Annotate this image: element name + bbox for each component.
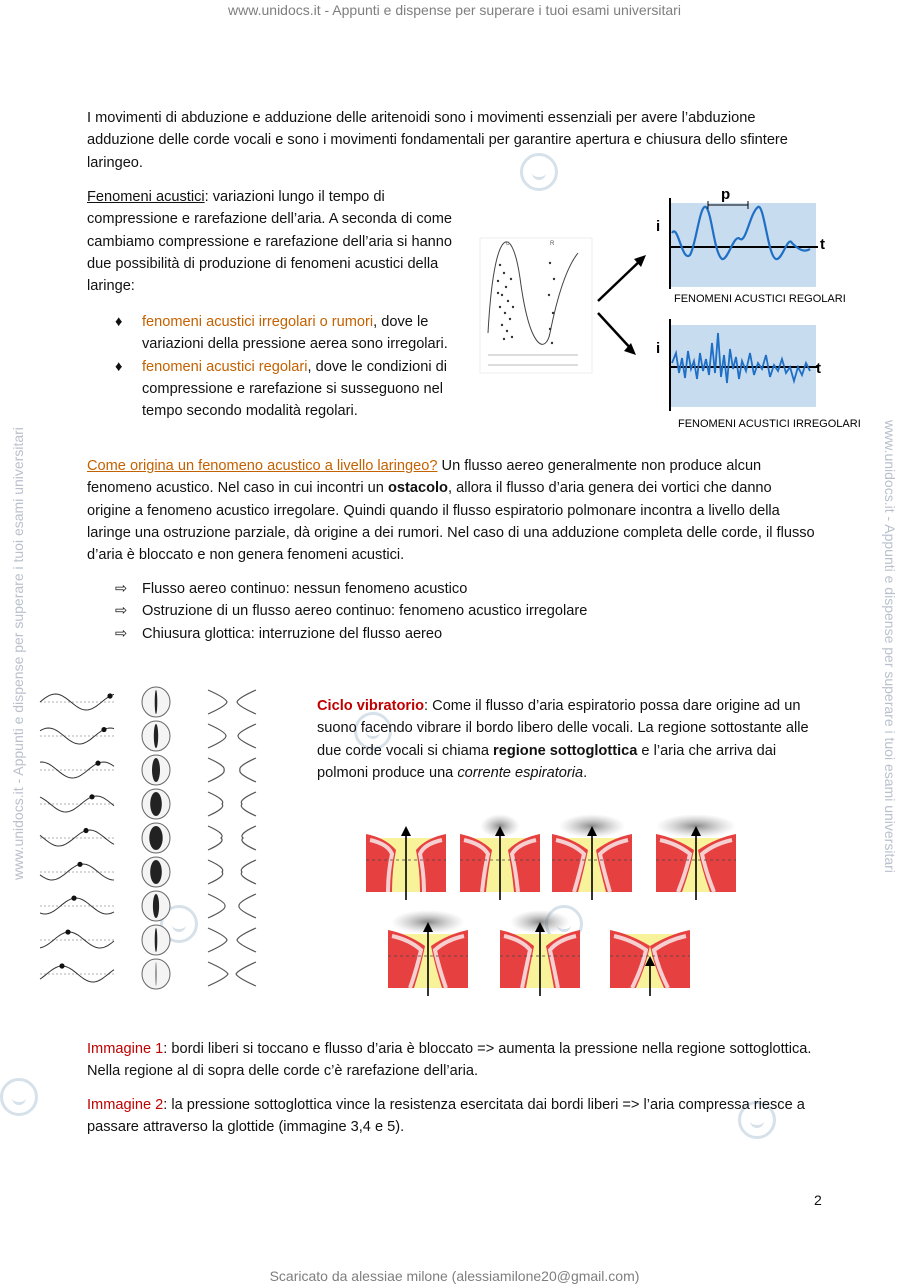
vocal-fold-diagram [460,814,540,900]
ciclo-text2: e l’aria che arriva dai polmoni produce una [317,742,777,781]
caption-regular: FENOMENI ACUSTICI REGOLARI [674,293,846,305]
list-item [115,623,742,645]
fold-profile-right [242,826,256,850]
origine-arrow-list [115,578,742,645]
glottis-opening [155,690,158,714]
arrow-item: Flusso aereo continuo: nessun fenomeno acustico [142,581,468,597]
immagine2-paragraph [87,1094,815,1139]
acoustic-figure [478,183,878,433]
list-item [115,356,460,423]
watermark-top: www.unidocs.it - Appunti e dispense per superare i tuoi esami universitari [228,2,681,18]
ciclo-italic: corrente espiratoria [457,764,584,781]
glottis-opening [155,928,158,952]
list-item [115,311,460,356]
wave-dot [101,727,106,732]
vibratory-cycle-figure [30,678,306,1010]
fold-profile-left [208,860,223,884]
origine-question: Come origina un fenomeno acustico a livello laringeo? [87,458,438,474]
watermark-left: www.unidocs.it - Appunti e dispense per superare i tuoi esami universitari [10,427,26,880]
vocal-fold-diagram [552,814,632,900]
arrow-bullet-icon: ⇨ [115,625,128,642]
fold-profile-right [241,792,256,816]
arrow-item: Ostruzione di un flusso aereo continuo: fenomeno acustico irregolare [142,603,588,620]
watermark-bottom: Scaricato da alessiae milone (alessiamilone20@gmail.com) [269,1268,640,1284]
wave-dot [65,929,70,934]
diamond-bullet-icon: ♦ [115,358,123,375]
wave-dot [83,828,88,833]
arrow-up-right [598,258,643,301]
watermark-right: www.unidocs.it - Appunti e dispense per superare i tuoi esami universitari [882,420,898,873]
origine-bold: ostacolo [387,480,448,497]
caption-irregular: FENOMENI ACUSTICI IRREGOLARI [678,418,861,430]
origine-paragraph [87,455,815,566]
fold-profile-right [236,962,256,986]
arrow-bullet-icon: ⇨ [115,581,128,597]
origine-text1: Un flusso aereo generalmente non produce alcun fenomeno acustico. Nel caso in cui incontri un [87,458,762,497]
axis-t-label: t [816,360,821,377]
arrow-bullet-icon: ⇨ [115,603,128,620]
wave-column [40,693,114,982]
fenomeni-paragraph [87,186,459,297]
wave-label-c: c [506,241,509,247]
item-text: , dove le variazioni della pressione aerea sono irregolari. [142,314,448,353]
wave-dot [71,896,76,901]
list-item [115,600,742,622]
axis-t-label: t [820,236,825,253]
fold-profile-right [238,724,256,748]
ciclo-text3: . [583,764,588,781]
immagine1-text: : bordi liberi si toccano e flusso d’aria è bloccato => aumenta la pressione nella regione sottoglottica. Nella regione al di sopra delle corde c’è rarefazione dell’aria. [87,1041,812,1080]
fold-profile-right [239,894,256,918]
page-number: 2 [814,1192,822,1208]
period-label: p [721,186,731,203]
item-text: , dove le condizioni di compressione e rarefazione si susseguono nel tempo secondo modalità regolari. [142,358,448,420]
arrow-down-right [598,313,633,351]
ciclo-text1: : Come il flusso d’aria espiratorio possa dare origine ad un suono facendo vibrare il bordo libero delle vocali. La regione sottostante alle due corde vocali si chiama [317,698,809,759]
vocal-fold-diagram [500,910,580,996]
fold-profile-left [208,792,223,816]
glottis-opening [156,962,157,986]
vocal-fold-diagram [388,910,468,996]
wave-dot [77,862,82,867]
immagine1-label: Immagine 1 [87,1041,164,1057]
fenomeni-term: Fenomeni acustici [87,189,205,205]
fold-profile-right [237,928,256,952]
fold-profile-left [208,758,224,782]
vocal-fold-figure [360,812,750,1012]
fenomeni-list [115,311,460,422]
immagine2-text: : la pressione sottoglottica vince la resistenza esercitata dai bordi liberi => l’aria compressa riesce a passare attraverso la glottide (immagine 3,4 e 5). [87,1097,805,1136]
origine-text2: , allora il flusso d’aria genera dei vortici che danno origine a fenomeno acustico irregolare. Quindi quando il flusso espiratorio polmonare incontra a livello della laringe una ostruzione parziale, dà origine a dei rumori. Nel caso di una adduzione completa delle corde, il flusso d’aria è bloccato e non genera fenomeni acustici. [87,480,815,564]
fold-profile-left [208,826,222,850]
glottis-opening [152,758,160,782]
wave-dot [95,761,100,766]
vocal-fold-diagram [656,814,736,900]
glottis-opening [149,826,162,850]
wave-label-r: R [550,241,555,247]
item-term: fenomeni acustici regolari [142,358,308,375]
ciclo-bold: regione sottoglottica [493,742,638,759]
cycle-wave [40,966,114,982]
wave-dot [107,693,112,698]
fold-profile-left [208,724,226,748]
fold-profile-left [208,894,225,918]
list-item [115,578,742,600]
fold-profile-left [208,928,227,952]
ciclo-term: Ciclo vibratorio [317,698,425,714]
wave-dot [89,794,94,799]
glottis-opening [153,894,159,918]
vocal-fold-diagram [366,826,446,900]
fold-profile-left [208,962,228,986]
immagine2-label: Immagine 2 [87,1097,164,1113]
wave-dot [59,963,64,968]
glottis-opening [150,792,162,816]
vocal-fold-diagram [610,930,690,996]
fold-profile-right [240,758,256,782]
intro-paragraph: I movimenti di abduzione e adduzione delle aritenoidi sono i movimenti essenziali per avere l’abduzione adduzione delle corde vocali e sono i movimenti fondamentali per garantire apertura e chiusura dello sfintere laringeo. [87,110,788,171]
glottis-opening [154,724,158,748]
axis-i-label: i [656,340,661,357]
immagine1-paragraph [87,1038,815,1083]
airflow-arrow-head [401,826,411,836]
fold-profile-right [241,860,256,884]
item-term: fenomeni acustici irregolari o rumori [142,314,374,330]
fold-column [208,690,256,986]
diamond-bullet-icon: ♦ [115,314,123,330]
fold-profile-left [208,690,227,714]
glottis-opening [150,860,162,884]
axis-i-label: i [656,218,661,235]
ciclo-paragraph [317,695,815,784]
fold-profile-right [237,690,256,714]
unidocs-logo-icon [0,1078,38,1116]
arrow-item: Chiusura glottica: interruzione del flusso aereo [142,625,443,642]
glottis-column [142,687,170,989]
fenomeni-text: : variazioni lungo il tempo di compressione e rarefazione dell’aria. A seconda di come cambiamo compressione e rarefazione dell’aria si hanno due possibilità di produzione di fenomeni acustici della laringe: [87,189,453,295]
